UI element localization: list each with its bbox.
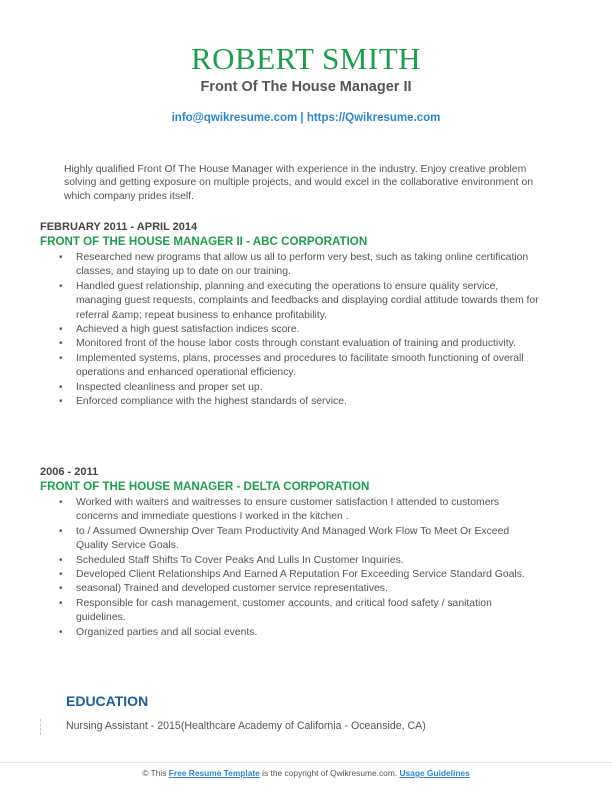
list-item: • seasonal) Trained and developed customer service representatives. <box>40 582 540 596</box>
bullet-icon: • <box>59 583 63 595</box>
job-title: FRONT OF THE HOUSE MANAGER - DELTA CORPORATION <box>40 480 370 493</box>
contact-separator: | <box>297 112 307 124</box>
bullet-icon: • <box>59 324 63 336</box>
list-item: • Inspected cleanliness and proper set up. <box>40 381 540 395</box>
email-link[interactable]: info@qwikresume.com <box>171 112 298 124</box>
list-item: • Enforced compliance with the highest standards of service. <box>40 395 540 409</box>
list-item: • Implemented systems, plans, processes and procedures to facilitate smooth functioning of overall operations and enhanced operational efficiency. <box>59 352 524 379</box>
website-link[interactable]: https://Qwikresume.com <box>306 112 441 124</box>
summary-paragraph: Highly qualified Front Of The House Manager with experience in the industry. Enjoy creative problem solving and getting exposure on multiple projects, and would excel in the collaborative environment on which company prides itself. <box>64 164 534 202</box>
bullet-icon: • <box>59 381 63 393</box>
list-item: • Scheduled Staff Shifts To Cover Peaks And Lulls In Customer Inquiries. <box>40 554 540 568</box>
contact-line <box>0 111 612 125</box>
free-resume-template-link[interactable]: Free Resume Template <box>168 768 260 778</box>
bullet-icon: • <box>59 338 63 350</box>
footer-divider <box>0 762 612 763</box>
bullet-icon: • <box>59 554 63 566</box>
list-item: • Developed Client Relationships And Earned A Reputation For Exceeding Service Standard Goals. <box>40 568 540 582</box>
bullet-icon: • <box>59 396 63 408</box>
bullet-icon: • <box>59 597 63 609</box>
education-heading: EDUCATION <box>66 693 149 709</box>
list-item: • Monitored front of the house labor costs through constant evaluation of training and productivity. <box>40 337 540 351</box>
job-dates: 2006 - 2011 <box>40 466 99 478</box>
list-item: • Handled guest relationship, planning and executing the operations to ensure quality service, managing guest requests, complaints and feedbacks and displaying cordial attitude towards them for referral &amp; repeat business to enhance profitability. <box>59 280 539 321</box>
education-divider <box>40 719 42 735</box>
job-bullet-list <box>40 251 540 409</box>
list-item: • Worked with waiters and waitresses to ensure customer satisfaction I attended to customers concerns and immediate questions I worked in the kitchen . <box>59 497 500 523</box>
bullet-icon: • <box>59 252 63 263</box>
list-item: • Organized parties and all social events. <box>40 626 540 640</box>
bullet-icon: • <box>59 626 63 638</box>
usage-guidelines-link[interactable]: Usage Guidelines <box>399 768 470 778</box>
job-title: FRONT OF THE HOUSE MANAGER II - ABC CORPORATION <box>40 235 368 248</box>
list-item: • Responsible for cash management, customer accounts, and critical food safety / sanitation guidelines. <box>59 597 492 624</box>
footer-copyright-text: is the copyright of Qwikresume.com. <box>259 768 400 778</box>
job-dates: FEBRUARY 2011 - APRIL 2014 <box>40 221 198 233</box>
job-entry-2 <box>40 465 540 640</box>
bullet-icon: • <box>59 497 63 508</box>
candidate-name: ROBERT SMITH <box>190 41 422 76</box>
candidate-title: Front Of The House Manager II <box>200 79 412 95</box>
footer <box>0 768 612 779</box>
job-bullet-list <box>40 496 540 640</box>
bullet-icon: • <box>59 525 63 537</box>
list-item: • Researched new programs that allow us all to perform very best, such as taking online certification classes, and staying up to date on our training. <box>59 252 529 278</box>
bullet-icon: • <box>59 352 63 364</box>
bullet-icon: • <box>59 280 63 292</box>
list-item: • to / Assumed Ownership Over Team Productivity And Managed Work Flow To Meet Or Exceed Quality Service Goals. <box>59 525 510 552</box>
job-entry-1 <box>40 220 540 409</box>
footer-prefix: © This <box>142 768 169 778</box>
education-entry: Nursing Assistant - 2015(Healthcare Academy of California - Oceanside, CA) <box>66 720 426 732</box>
bullet-icon: • <box>59 569 63 581</box>
list-item: • Achieved a high guest satisfaction indices score. <box>40 323 540 337</box>
